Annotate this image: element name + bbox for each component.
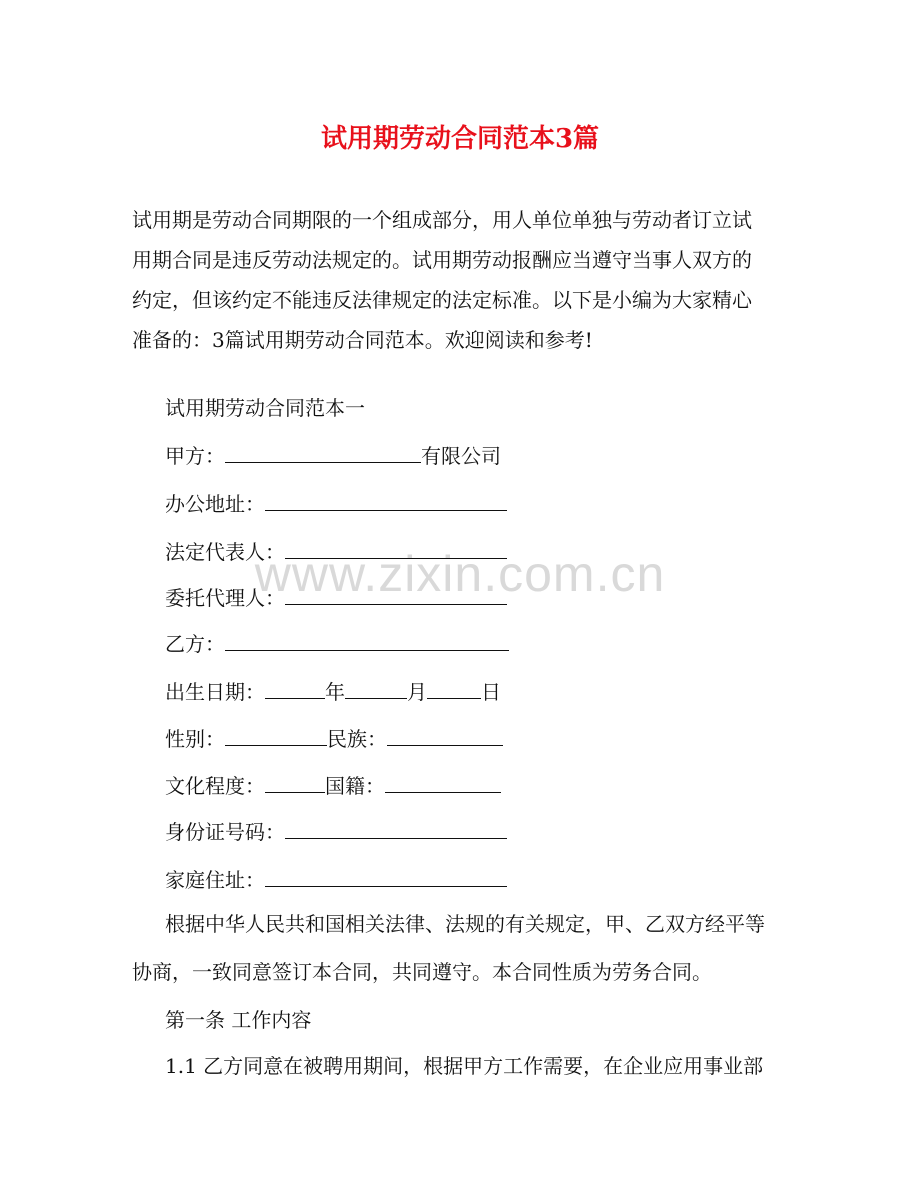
party-a-label: 甲方： — [165, 444, 225, 468]
agent-blank[interactable] — [285, 586, 507, 605]
id-number-field — [165, 818, 507, 846]
gender-blank[interactable] — [225, 727, 327, 746]
day-label: 日 — [481, 680, 501, 704]
legal-rep-blank[interactable] — [285, 540, 507, 559]
party-b-field — [165, 630, 509, 658]
office-address-field — [165, 490, 507, 518]
party-b-label: 乙方： — [165, 632, 225, 656]
legal-rep-field — [165, 538, 507, 566]
month-label: 月 — [407, 680, 427, 704]
birth-date-field — [165, 678, 501, 706]
home-address-label: 家庭住址： — [165, 868, 265, 892]
nationality-label: 国籍： — [325, 774, 385, 798]
party-b-blank[interactable] — [225, 632, 509, 651]
watermark: www.zixin.com.cn — [254, 546, 666, 602]
article-title: 第一条 工作内容 — [165, 1008, 312, 1032]
agent-label: 委托代理人： — [165, 586, 285, 610]
office-address-label: 办公地址： — [165, 492, 265, 516]
gender-label: 性别： — [165, 727, 225, 751]
id-number-blank[interactable] — [285, 820, 507, 839]
basis-line: 协商，一致同意签订本合同，共同遵守。本合同性质为劳务合同。 — [132, 960, 712, 984]
birth-date-label: 出生日期： — [165, 680, 265, 704]
home-address-field — [165, 866, 507, 894]
education-nationality-field — [165, 772, 501, 800]
party-a-blank[interactable] — [225, 444, 421, 463]
year-label: 年 — [325, 680, 345, 704]
intro-line: 用期合同是违反劳动法规定的。试用期劳动报酬应当遵守当事人双方的 — [132, 248, 752, 272]
birth-day-blank[interactable] — [427, 680, 481, 699]
gender-ethnicity-field — [165, 725, 503, 753]
education-label: 文化程度： — [165, 774, 265, 798]
basis-line: 根据中华人民共和国相关法律、法规的有关规定，甲、乙双方经平等 — [165, 912, 765, 936]
ethnicity-label: 民族： — [327, 727, 387, 751]
party-a-suffix: 有限公司 — [421, 444, 501, 468]
nationality-blank[interactable] — [385, 774, 501, 793]
education-blank[interactable] — [265, 774, 325, 793]
intro-line: 约定，但该约定不能违反法律规定的法定标准。以下是小编为大家精心 — [132, 288, 752, 312]
birth-month-blank[interactable] — [345, 680, 407, 699]
intro-line: 试用期是劳动合同期限的一个组成部分，用人单位单独与劳动者订立试 — [132, 208, 752, 232]
agent-field — [165, 584, 507, 612]
id-number-label: 身份证号码： — [165, 820, 285, 844]
home-address-blank[interactable] — [265, 868, 507, 887]
article-clause: 1.1 乙方同意在被聘用期间，根据甲方工作需要，在企业应用事业部 — [165, 1054, 764, 1078]
intro-line: 准备的：3篇试用期劳动合同范本。欢迎阅读和参考! — [132, 328, 593, 352]
birth-year-blank[interactable] — [265, 680, 325, 699]
ethnicity-blank[interactable] — [387, 727, 503, 746]
section-title: 试用期劳动合同范本一 — [165, 396, 365, 420]
page-title: 试用期劳动合同范本3篇 — [320, 124, 600, 154]
party-a-field — [165, 442, 501, 470]
office-address-blank[interactable] — [265, 492, 507, 511]
legal-rep-label: 法定代表人： — [165, 540, 285, 564]
intro-paragraph — [132, 200, 800, 360]
